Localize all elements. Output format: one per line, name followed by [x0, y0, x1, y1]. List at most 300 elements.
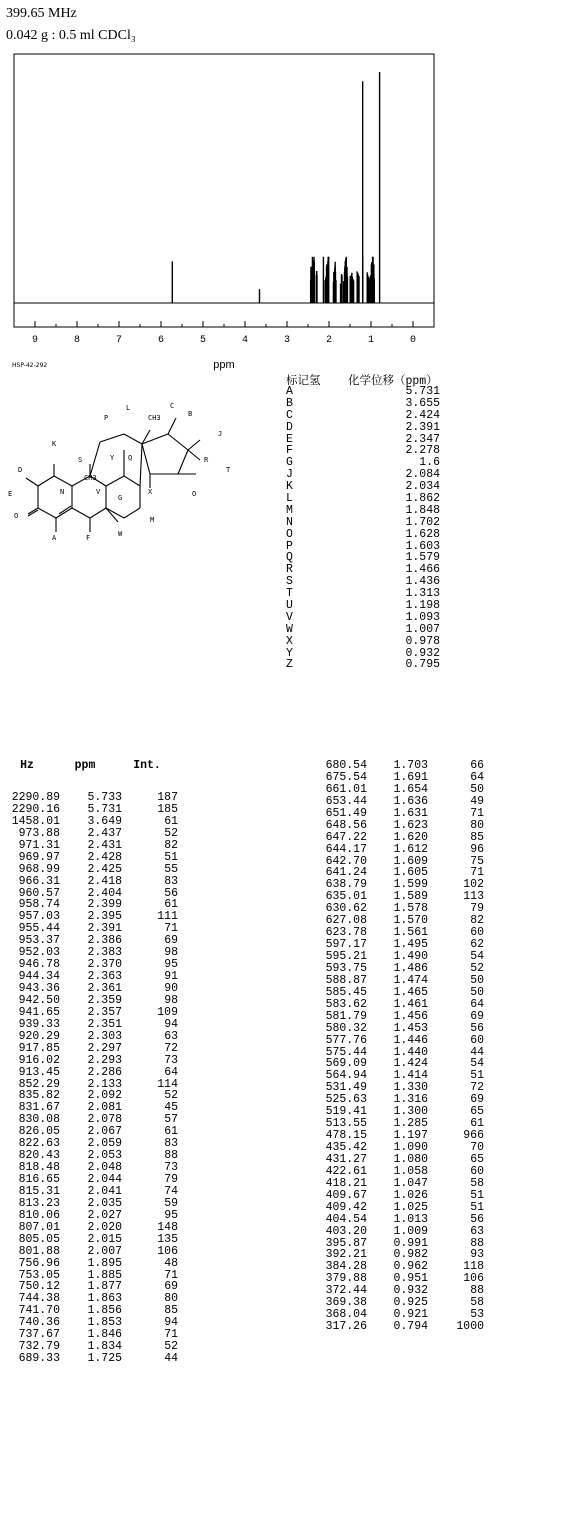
x-tick-label: 1	[367, 335, 375, 346]
peak-ppm: 2.395	[87, 910, 122, 924]
peak-hz: 630.62	[325, 902, 367, 916]
peak-ppm: 5.733	[87, 791, 122, 804]
shift-table-rows	[286, 386, 440, 671]
peak-hz: 756.96	[18, 1256, 60, 1270]
shift-value: 2.347	[405, 432, 440, 446]
peak-ppm: 2.359	[87, 993, 122, 1007]
peak-int: 69	[470, 1093, 484, 1107]
x-tick-label: 6	[157, 335, 165, 346]
peak-hz: 2290.89	[11, 791, 60, 804]
peak-row	[0, 1055, 178, 1067]
shift-value: 2.424	[405, 408, 440, 422]
peak-hz: 593.75	[325, 961, 367, 975]
peak-ppm: 1.474	[393, 973, 428, 987]
peak-ppm: 2.041	[87, 1184, 122, 1198]
nmr-spectrum-chart	[0, 50, 450, 372]
shift-value: 2.391	[405, 420, 440, 434]
peak-ppm: 1.453	[393, 1021, 428, 1035]
peak-int: 98	[164, 993, 178, 1007]
peak-int: 56	[470, 1021, 484, 1035]
peak-ppm: 1.495	[393, 938, 428, 952]
shift-label: M	[286, 503, 293, 517]
peak-ppm: 5.731	[87, 802, 122, 816]
x-tick-label: 4	[241, 335, 249, 346]
peak-hz: 627.08	[325, 914, 367, 928]
peak-ppm: 2.092	[87, 1089, 122, 1103]
shift-label: P	[286, 539, 293, 553]
peak-hz: 741.70	[18, 1304, 60, 1318]
peak-row	[300, 1226, 484, 1238]
atom-label-f: F	[86, 534, 91, 542]
atom-label-g: G	[118, 494, 123, 502]
peak-ppm: 1.620	[393, 830, 428, 844]
peak-ppm: 3.649	[87, 814, 122, 828]
peak-hz: 952.03	[18, 946, 60, 960]
peak-int: 79	[470, 902, 484, 916]
peak-hz: 525.63	[325, 1093, 367, 1107]
peak-int: 60	[470, 926, 484, 940]
peak-ppm: 0.794	[393, 1320, 428, 1334]
peak-hz: 971.31	[18, 838, 60, 852]
peak-row	[300, 1178, 484, 1190]
peak-row	[0, 1353, 178, 1365]
peak-int: 50	[470, 985, 484, 999]
peak-int: 88	[164, 1149, 178, 1163]
peak-hz: 966.31	[18, 874, 60, 888]
shift-row	[286, 445, 440, 457]
peak-ppm: 1.703	[393, 759, 428, 772]
x-tick-label: 0	[409, 335, 417, 346]
shift-value: 1.466	[405, 563, 440, 577]
peak-ppm: 1.080	[393, 1152, 428, 1166]
peak-ppm: 1.834	[87, 1340, 122, 1354]
peak-ppm: 2.357	[87, 1005, 122, 1019]
peak-hz: 957.03	[18, 910, 60, 924]
shift-column-header: 化学位移（ppm）	[348, 375, 438, 388]
peak-ppm: 2.067	[87, 1125, 122, 1139]
atom-label-y: Y	[110, 454, 115, 462]
peak-hz: 638.79	[325, 878, 367, 892]
peak-ppm: 2.363	[87, 970, 122, 984]
peak-row	[0, 1043, 178, 1055]
peak-int: 55	[164, 862, 178, 876]
peak-ppm: 1.609	[393, 854, 428, 868]
shift-value: 3.655	[405, 396, 440, 410]
peak-ppm: 1.456	[393, 1009, 428, 1023]
peak-hz: 750.12	[18, 1280, 60, 1294]
peak-hz: 651.49	[325, 806, 367, 820]
peak-hz: 661.01	[325, 782, 367, 796]
peak-ppm: 1.725	[87, 1352, 122, 1366]
peak-ppm: 1.446	[393, 1033, 428, 1047]
peak-int: 48	[164, 1256, 178, 1270]
peak-int: 50	[470, 973, 484, 987]
peak-ppm: 2.027	[87, 1208, 122, 1222]
peak-int: 71	[470, 806, 484, 820]
peak-hz: 372.44	[325, 1284, 367, 1298]
shift-row	[286, 636, 440, 648]
peak-ppm: 1.300	[393, 1105, 428, 1119]
shift-value: 1.603	[405, 539, 440, 553]
peak-int: 44	[470, 1045, 484, 1059]
peak-ppm: 1.490	[393, 950, 428, 963]
peak-int: 65	[470, 1105, 484, 1119]
shift-label: F	[286, 444, 293, 458]
peak-row	[300, 1035, 484, 1047]
peak-ppm: 1.853	[87, 1316, 122, 1330]
atom-label-s: S	[78, 456, 83, 464]
peak-int: 51	[470, 1188, 484, 1202]
peak-int: 113	[463, 890, 484, 904]
peak-row	[300, 820, 484, 832]
peak-int: 83	[164, 1137, 178, 1151]
peak-int: 82	[164, 838, 178, 852]
peak-row	[0, 1246, 178, 1258]
peak-hz: 478.15	[325, 1129, 367, 1143]
peak-ppm: 1.025	[393, 1200, 428, 1214]
atom-label-a: A	[52, 534, 57, 542]
peak-int: 58	[470, 1296, 484, 1310]
peak-ppm: 1.589	[393, 890, 428, 904]
peak-int: 135	[157, 1232, 178, 1246]
peak-int: 106	[463, 1272, 484, 1286]
peak-ppm: 1.612	[393, 842, 428, 856]
peak-hz: 583.62	[325, 997, 367, 1011]
peak-ppm: 1.623	[393, 818, 428, 832]
shift-assignment-table	[286, 372, 440, 671]
peak-int: 63	[164, 1029, 178, 1043]
atom-label-v: V	[96, 488, 101, 496]
peak-row	[0, 840, 178, 852]
peak-hz: 641.24	[325, 866, 367, 880]
peak-int: 90	[164, 982, 178, 995]
shift-value: 0.932	[405, 646, 440, 660]
peak-int: 61	[164, 1125, 178, 1139]
atom-label-t: T	[226, 466, 231, 474]
shift-label: Z	[286, 658, 293, 672]
shift-value: 1.007	[405, 622, 440, 636]
shift-value: 0.978	[405, 634, 440, 648]
peak-hz: 317.26	[325, 1320, 367, 1334]
peak-int: 63	[470, 1224, 484, 1238]
peak-row	[300, 1202, 484, 1214]
peak-hz: 395.87	[325, 1236, 367, 1250]
peak-hz: 588.87	[325, 973, 367, 987]
peak-int: 72	[164, 1041, 178, 1055]
peak-hz: 968.99	[18, 862, 60, 876]
peak-hz: 379.88	[325, 1272, 367, 1286]
peak-ppm: 1.197	[393, 1129, 428, 1143]
peak-ppm: 2.437	[87, 826, 122, 840]
peak-ppm: 1.636	[393, 794, 428, 808]
peak-row	[0, 1210, 178, 1222]
peak-int: 52	[164, 1340, 178, 1354]
peak-ppm: 1.440	[393, 1045, 428, 1059]
peak-hz: 2290.16	[11, 802, 60, 816]
shift-value: 1.093	[405, 610, 440, 624]
peak-hz: 404.54	[325, 1212, 367, 1226]
peak-row	[300, 1190, 484, 1202]
peak-int: 58	[470, 1176, 484, 1190]
shift-label: R	[286, 563, 293, 577]
atom-label-b: B	[188, 410, 193, 418]
peak-ppm: 2.048	[87, 1161, 122, 1175]
shift-value: 1.313	[405, 587, 440, 601]
peak-hz: 409.67	[325, 1188, 367, 1202]
shift-table-header	[286, 372, 440, 386]
atom-label-j: J	[218, 430, 223, 438]
atom-label-x: X	[148, 488, 153, 496]
shift-value: 2.084	[405, 468, 440, 482]
peak-row	[300, 808, 484, 820]
peak-ppm: 2.428	[87, 850, 122, 864]
shift-value: 1.862	[405, 492, 440, 506]
peak-int: 80	[164, 1292, 178, 1306]
peak-row	[300, 1011, 484, 1023]
atom-label-r: R	[204, 456, 209, 464]
peak-row	[300, 796, 484, 808]
peak-int: 71	[164, 1328, 178, 1342]
shift-row	[286, 517, 440, 529]
peak-int: 56	[470, 1212, 484, 1226]
peak-ppm: 1.424	[393, 1057, 428, 1071]
peak-int: 73	[164, 1053, 178, 1067]
peak-int: 44	[164, 1352, 178, 1366]
peak-hz: 431.27	[325, 1152, 367, 1166]
peak-int: 148	[157, 1220, 178, 1234]
peak-int: 88	[470, 1236, 484, 1250]
peak-row	[0, 1019, 178, 1031]
peak-hz: 595.21	[325, 950, 367, 963]
peak-ppm: 1.058	[393, 1164, 428, 1178]
peak-ppm: 1.026	[393, 1188, 428, 1202]
peak-int: 72	[470, 1081, 484, 1095]
shift-value: 5.731	[405, 385, 440, 398]
shift-label: G	[286, 456, 293, 470]
peak-hz: 580.32	[325, 1021, 367, 1035]
peak-hz: 813.23	[18, 1196, 60, 1210]
peak-ppm: 2.431	[87, 838, 122, 852]
peak-hz: 581.79	[325, 1009, 367, 1023]
shift-label: U	[286, 599, 293, 613]
peak-hz: 941.65	[18, 1005, 60, 1019]
atom-label-m: M	[150, 516, 155, 524]
peak-ppm: 1.599	[393, 878, 428, 892]
peak-ppm: 2.391	[87, 922, 122, 936]
peak-ppm: 0.962	[393, 1260, 428, 1274]
peak-int: 66	[470, 759, 484, 772]
peak-hz: 418.21	[325, 1176, 367, 1190]
x-tick-label: 8	[73, 335, 81, 346]
peak-hz: 564.94	[325, 1069, 367, 1083]
atom-label-n: N	[60, 488, 65, 496]
shift-label: W	[286, 622, 293, 636]
peak-int: 114	[157, 1077, 178, 1091]
peak-ppm: 2.035	[87, 1196, 122, 1210]
peak-int: 85	[164, 1304, 178, 1318]
peak-int: 51	[164, 850, 178, 864]
peak-ppm: 2.418	[87, 874, 122, 888]
peak-ppm: 2.293	[87, 1053, 122, 1067]
peak-hz: 647.22	[325, 830, 367, 844]
peak-ppm: 2.351	[87, 1017, 122, 1031]
shift-label: N	[286, 515, 293, 529]
peak-int: 95	[164, 958, 178, 972]
peak-row	[300, 1214, 484, 1226]
peak-int: 51	[470, 1069, 484, 1083]
peak-ppm: 1.561	[393, 926, 428, 940]
peak-int: 187	[157, 791, 178, 804]
shift-value: 1.848	[405, 503, 440, 517]
peak-ppm: 1.461	[393, 997, 428, 1011]
peak-row	[300, 999, 484, 1011]
peak-hz: 826.05	[18, 1125, 60, 1139]
shift-row	[286, 398, 440, 410]
shift-row	[286, 659, 440, 671]
peak-ppm: 1.285	[393, 1117, 428, 1131]
peak-int: 52	[164, 826, 178, 840]
peak-hz: 569.09	[325, 1057, 367, 1071]
peak-row	[0, 1222, 178, 1234]
shift-row	[286, 624, 440, 636]
peak-int: 1000	[456, 1320, 484, 1334]
peak-hz: 732.79	[18, 1340, 60, 1354]
peak-hz: 810.06	[18, 1208, 60, 1222]
peak-hz: 805.05	[18, 1232, 60, 1246]
peak-hz: 635.01	[325, 890, 367, 904]
peak-int: 71	[164, 922, 178, 936]
peak-int: 98	[164, 946, 178, 960]
peak-ppm: 1.013	[393, 1212, 428, 1226]
atom-label-d: D	[18, 466, 23, 474]
peak-hz: 531.49	[325, 1081, 367, 1095]
x-tick-label: 2	[325, 335, 333, 346]
peak-hz: 939.33	[18, 1017, 60, 1031]
peak-row	[300, 844, 484, 856]
peak-int: 60	[470, 1164, 484, 1178]
peak-int: 102	[463, 878, 484, 892]
peak-row	[0, 852, 178, 864]
ppm-header: ppm	[74, 759, 96, 772]
peak-int: 88	[470, 1284, 484, 1298]
peak-hz: 585.45	[325, 985, 367, 999]
atom-label-e: E	[8, 490, 13, 498]
x-tick-label: 3	[283, 335, 291, 346]
peak-int: 65	[470, 1152, 484, 1166]
peak-int: 69	[470, 1009, 484, 1023]
peak-ppm: 1.895	[87, 1256, 122, 1270]
peak-int: 109	[157, 1005, 178, 1019]
peak-hz: 917.85	[18, 1041, 60, 1055]
peak-ppm: 2.383	[87, 946, 122, 960]
peak-hz: 801.88	[18, 1244, 60, 1258]
shift-value: 1.702	[405, 515, 440, 529]
peak-ppm: 2.399	[87, 898, 122, 912]
peak-int: 94	[164, 1017, 178, 1031]
peak-hz: 942.50	[18, 993, 60, 1007]
peak-ppm: 1.009	[393, 1224, 428, 1238]
peak-row	[0, 1031, 178, 1043]
shift-row	[286, 410, 440, 422]
peak-hz: 830.08	[18, 1113, 60, 1127]
shift-label: L	[286, 492, 293, 506]
peak-int: 53	[470, 1308, 484, 1322]
peak-ppm: 2.007	[87, 1244, 122, 1258]
atom-label-k: K	[52, 440, 57, 448]
peak-ppm: 2.297	[87, 1041, 122, 1055]
atom-label-o: O	[14, 512, 19, 520]
shift-value: 1.628	[405, 527, 440, 541]
peak-hz: 969.97	[18, 850, 60, 864]
peak-int: 71	[164, 1268, 178, 1282]
peak-hz: 369.38	[325, 1296, 367, 1310]
peak-int: 45	[164, 1101, 178, 1115]
peak-ppm: 0.932	[393, 1284, 428, 1298]
peak-ppm: 1.047	[393, 1176, 428, 1190]
peak-hz: 973.88	[18, 826, 60, 840]
spectrum-code: HSP-42-292	[12, 362, 48, 369]
peak-list-left	[0, 760, 178, 1365]
shift-value: 1.436	[405, 575, 440, 589]
peak-row	[0, 828, 178, 840]
peak-int: 54	[470, 1057, 484, 1071]
peak-int: 71	[470, 866, 484, 880]
peak-int: 62	[470, 938, 484, 952]
peak-int: 51	[470, 1200, 484, 1214]
peak-int: 61	[164, 898, 178, 912]
peak-ppm: 2.361	[87, 982, 122, 995]
peak-hz: 422.61	[325, 1164, 367, 1178]
spectrometer-frequency: 399.65 MHz	[6, 6, 77, 21]
peak-ppm: 2.370	[87, 958, 122, 972]
x-tick-label: 7	[115, 335, 123, 346]
peak-int: 95	[164, 1208, 178, 1222]
shift-value: 2.278	[405, 444, 440, 458]
peak-ppm: 1.846	[87, 1328, 122, 1342]
peak-row	[0, 1067, 178, 1079]
peak-int: 82	[470, 914, 484, 928]
peak-ppm: 1.631	[393, 806, 428, 820]
peak-hz: 944.34	[18, 970, 60, 984]
peak-ppm: 0.925	[393, 1296, 428, 1310]
peak-ppm: 2.404	[87, 886, 122, 900]
peak-ppm: 0.951	[393, 1272, 428, 1286]
peak-hz: 519.41	[325, 1105, 367, 1119]
peak-ppm: 2.303	[87, 1029, 122, 1043]
peak-ppm: 1.863	[87, 1292, 122, 1306]
peak-ppm: 1.856	[87, 1304, 122, 1318]
atom-label-c: C	[170, 402, 175, 410]
sample-concentration: 0.042 g : 0.5 ml CDCl₃	[6, 28, 136, 43]
peak-int: 64	[470, 770, 484, 784]
peak-int: 70	[470, 1141, 484, 1154]
peak-hz: 648.56	[325, 818, 367, 832]
peak-ppm: 2.078	[87, 1113, 122, 1127]
peak-hz: 920.29	[18, 1029, 60, 1043]
peak-int: 79	[164, 1173, 178, 1186]
peak-hz: 820.43	[18, 1149, 60, 1163]
peak-hz: 575.44	[325, 1045, 367, 1059]
shift-label: S	[286, 575, 293, 589]
peak-ppm: 1.090	[393, 1141, 428, 1154]
peak-hz: 913.45	[18, 1065, 60, 1079]
peak-hz: 392.21	[325, 1248, 367, 1262]
peak-ppm: 1.654	[393, 782, 428, 796]
peak-list-right	[300, 760, 484, 1333]
peak-ppm: 1.316	[393, 1093, 428, 1107]
peak-ppm: 0.991	[393, 1236, 428, 1250]
shift-label: X	[286, 634, 293, 648]
